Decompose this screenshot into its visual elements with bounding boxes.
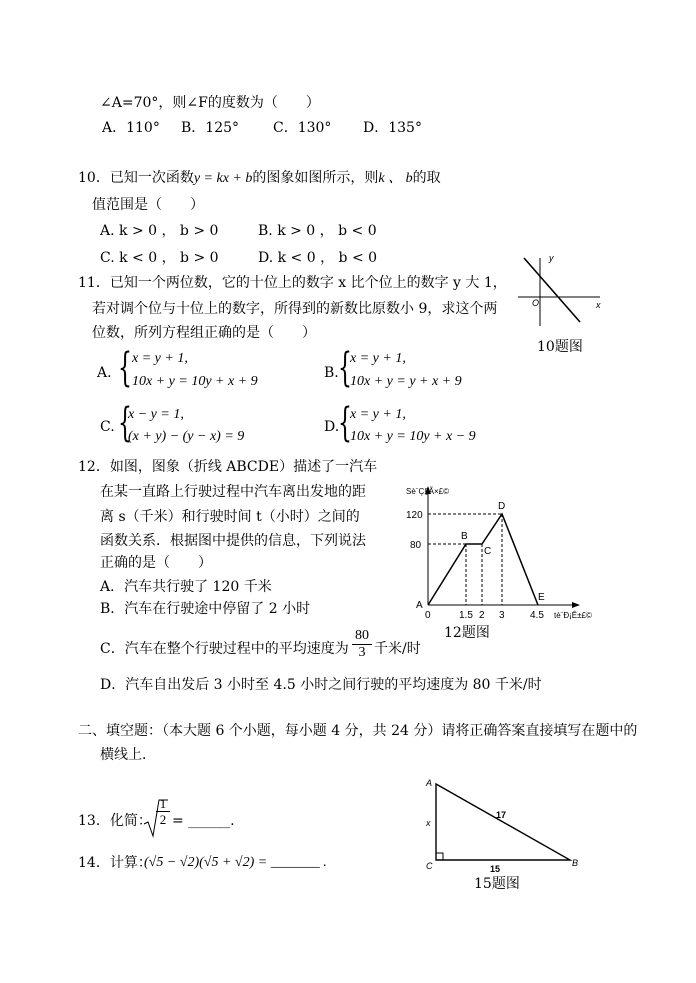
q10-option-b: B. k > 0 ， b < 0 — [258, 223, 377, 239]
q13-frac-num: 1 — [159, 796, 167, 811]
q12-y-axis-label: Sè¨Ç§Ã×£© — [406, 487, 450, 496]
q11-a-brace: { — [118, 345, 132, 391]
q11-a-eq2: 10x + y = 10y + x + 9 — [132, 374, 258, 389]
q11-b-brace: { — [338, 345, 352, 391]
q15-label-b: B — [572, 858, 579, 868]
q11-b-label: B. — [324, 365, 339, 381]
q10-x-label: x — [596, 300, 601, 310]
q12-frac-den: 3 — [352, 644, 372, 661]
q12-caption: 12题图 — [444, 625, 490, 641]
q12-xtick-2: 2 — [479, 610, 485, 621]
q10-line-graph — [524, 258, 580, 322]
q10-option-c: C. k < 0 ， b > 0 — [100, 250, 219, 266]
q11-c-eq1: x − y = 1, — [128, 407, 184, 422]
q15-triangle — [436, 784, 570, 860]
q12-line2: 在某一直路上行驶过程中汽车离出发地的距 — [100, 484, 366, 500]
q12-frac-num: 80 — [355, 628, 369, 643]
q12-option-a: A．汽车共行驶了 120 千米 — [100, 579, 272, 595]
q11-b-eq2: 10x + y = y + x + 9 — [350, 374, 462, 389]
q12-point-c: C — [484, 546, 492, 557]
q12-option-c-prefix: C．汽车在整个行驶过程中的平均速度为 — [100, 641, 349, 657]
q15-label-c: C — [426, 861, 433, 871]
q11-d-label: D. — [324, 419, 340, 435]
q12-ytick-80: 80 — [410, 540, 422, 551]
q11-a-label: A. — [97, 365, 112, 381]
q9-option-c: C．130° — [273, 120, 332, 136]
q15-base: 15 — [490, 864, 501, 874]
q11-line1: 11．已知一个两位数，它的十位上的数字 x 比个位上的数字 y 大 1， — [78, 275, 507, 291]
q12-polyline — [428, 514, 538, 605]
q12-figure — [398, 480, 608, 625]
q10-origin-label: O — [532, 298, 540, 308]
q14-expression: (√5 − √2)(√5 + √2) = _______ . — [144, 855, 327, 870]
q13-frac-den: 2 — [156, 811, 170, 827]
q12-line4: 函数关系．根据图中提供的信息，下列说法 — [100, 533, 366, 549]
q15-hypotenuse: 17 — [496, 810, 507, 820]
q10-line1 — [78, 169, 441, 188]
q11-d-brace: { — [338, 400, 352, 446]
q11-c-eq2: (x + y) − (y − x) = 9 — [128, 429, 245, 444]
q13-fraction — [156, 796, 170, 827]
q13-prefix: 13．化简： — [78, 813, 152, 829]
q10-caption: 10题图 — [537, 339, 583, 355]
q10-vars: k 、 b — [378, 171, 413, 186]
q10-formula: y = kx + b — [193, 171, 253, 186]
q15-figure — [420, 776, 590, 876]
q9-option-b: B．125° — [181, 120, 240, 136]
q10-y-label: y — [549, 253, 554, 263]
q11-line2: 若对调个位与十位上的数字，所得到的新数比原数小 9，求这个两 — [92, 301, 498, 317]
q15-side-x: x — [426, 818, 431, 828]
q9-option-a: A．110° — [102, 120, 160, 136]
section2-line1: 二、填空题：（本大题 6 个小题，每小题 4 分，共 24 分）请将正确答案直接填写在题中的 — [78, 723, 638, 739]
q11-c-brace: { — [118, 400, 132, 446]
q12-xtick-3: 3 — [499, 610, 505, 621]
q12-option-d: D．汽车自出发后 3 小时至 4.5 小时之间行驶的平均速度为 80 千米/时 — [100, 677, 542, 693]
q12-ytick-120: 120 — [406, 510, 423, 521]
q15-caption: 15题图 — [474, 876, 520, 892]
q11-line3: 位数，所列方程组正确的是（ ） — [92, 325, 316, 341]
q12-line1: 12．如图，图象（折线 ABCDE）描述了一汽车 — [78, 459, 378, 475]
q11-d-eq2: 10x + y = 10y + x − 9 — [350, 429, 476, 444]
q10-prefix: 10．已知一次函数 — [78, 170, 194, 186]
q10-line2: 值范围是（ ） — [92, 197, 204, 213]
q12-point-d: D — [498, 501, 506, 512]
q12-xtick-1-5: 1.5 — [459, 610, 473, 621]
q12-xtick-4-5: 4.5 — [530, 610, 544, 621]
q12-xtick-0: 0 — [425, 610, 431, 621]
q10-option-d: D. k < 0 ， b < 0 — [258, 250, 378, 266]
q12-x-axis-label: tè¨Ð¡Ê±£© — [554, 611, 592, 620]
q11-b-eq1: x = y + 1, — [350, 351, 406, 366]
q11-d-eq1: x = y + 1, — [350, 407, 406, 422]
q9-stem: ∠A=70°，则∠F的度数为（ ） — [100, 95, 320, 111]
q13-tail: = ______. — [172, 813, 235, 829]
q12-point-b: B — [461, 531, 468, 542]
q12-line3: 离 s（千米）和行驶时间 t（小时）之间的 — [100, 509, 360, 525]
q12-option-b: B．汽车在行驶途中停留了 2 小时 — [100, 601, 311, 617]
q11-c-label: C. — [100, 419, 115, 435]
q14-prefix: 14．计算： — [78, 855, 152, 871]
q12-point-a: A — [416, 600, 423, 611]
q12-option-c-suffix: 千米/时 — [374, 641, 421, 657]
q12-x-arrow — [572, 602, 580, 608]
q9-option-d: D．135° — [363, 120, 422, 136]
q12-line5: 正确的是（ ） — [100, 555, 212, 571]
q12-option-c-fraction — [352, 628, 372, 661]
q10-mid: 的图象如图所示，则 — [252, 170, 379, 186]
q10-figure — [510, 250, 610, 330]
section2-line2: 横线上． — [100, 747, 156, 763]
q15-right-angle-mark — [436, 853, 443, 860]
q15-label-a: A — [426, 778, 433, 788]
q10-suffix: 的取 — [412, 170, 441, 186]
q12-point-e: E — [538, 592, 545, 603]
q10-option-a: A. k > 0 ， b > 0 — [100, 223, 219, 239]
q11-a-eq1: x = y + 1, — [132, 351, 188, 366]
